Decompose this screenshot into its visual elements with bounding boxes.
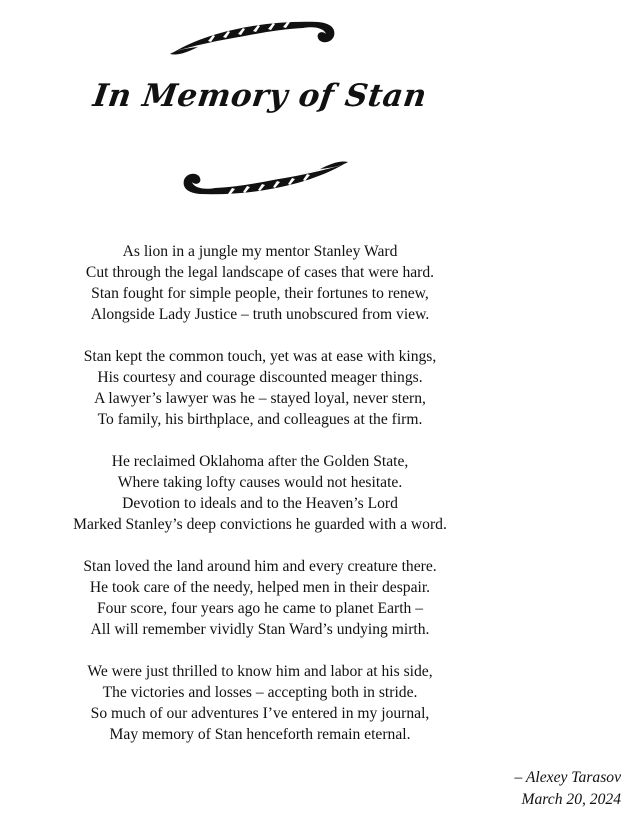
poem-line: Stan loved the land around him and every creature there. [83,558,437,575]
top-flourish-ornament-icon [168,14,350,60]
poem-line: Cut through the legal landscape of cases that were hard. [85,264,435,281]
stanza-3 [0,451,520,535]
bottom-flourish-ornament-icon [168,156,350,202]
poem-line: The victories and losses – accepting both in stride. [102,684,418,701]
poem-line: Where taking lofty causes would not hesitate. [117,474,403,491]
stanza-1 [0,241,520,325]
signature [514,767,621,811]
poem-line: Marked Stanley’s deep convictions he guarded with a word. [73,516,447,533]
poem-line: Stan kept the common touch, yet was at ease with kings, [83,348,437,365]
poem-line: Four score, four years ago he came to planet Earth – [96,600,424,617]
poem-title: In Memory of Stan [90,78,430,114]
poem-line: A lawyer’s lawyer was he – stayed loyal, never stern, [94,390,426,407]
stanza-5 [0,661,520,745]
poem-line: Stan fought for simple people, their fortunes to renew, [91,285,429,302]
poem-line: He took care of the needy, helped men in their despair. [89,579,431,596]
poem-line: His courtesy and courage discounted meager things. [97,369,423,386]
signature-date: March 20, 2024 [521,791,621,808]
poem-line: May memory of Stan henceforth remain eternal. [109,726,411,743]
poem-line: As lion in a jungle my mentor Stanley Ward [122,243,398,260]
signature-author: – Alexey Tarasov [514,769,621,786]
poem-line: We were just thrilled to know him and labor at his side, [87,663,433,680]
poem-line: Alongside Lady Justice – truth unobscured from view. [90,306,430,323]
poem-line: He reclaimed Oklahoma after the Golden State, [111,453,409,470]
poem-body [0,241,520,766]
stanza-4 [0,556,520,640]
poem-line: So much of our adventures I’ve entered in my journal, [90,705,430,722]
stanza-2 [0,346,520,430]
poem-line: All will remember vividly Stan Ward’s undying mirth. [90,621,430,638]
poem-line: To family, his birthplace, and colleagues at the firm. [97,411,423,428]
poem-line: Devotion to ideals and to the Heaven’s Lord [122,495,398,512]
